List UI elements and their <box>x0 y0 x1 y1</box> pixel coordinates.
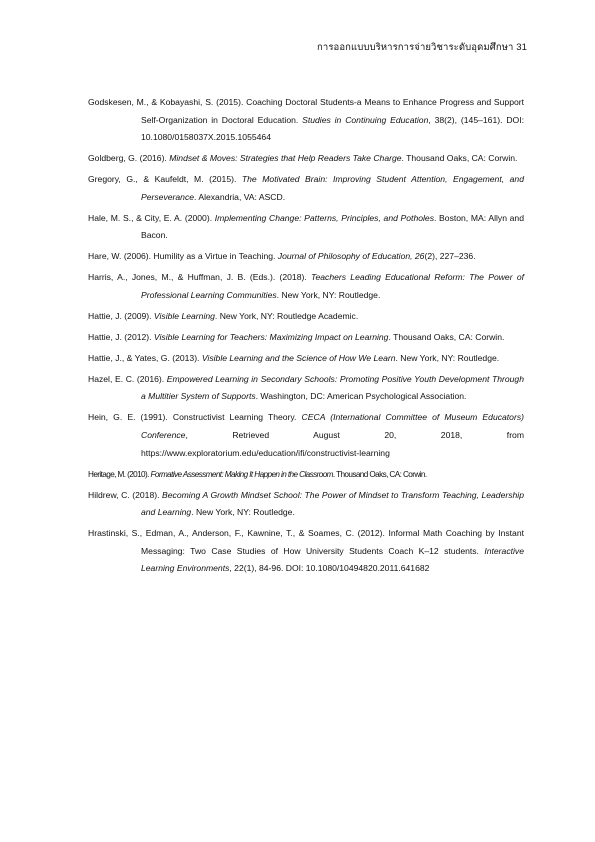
reference-item: Hattie, J., & Yates, G. (2013). Visible Learning and the Science of How We Learn. New York, NY: Routledge. <box>88 352 500 363</box>
reference-item: Hazel, E. C. (2016). Empowered Learning in Secondary Schools: Promoting Positive Youth Development Through a Multitier System of Supports. Washington, DC: American Psychological Association. <box>88 373 524 402</box>
reference-title: Visible Learning for Teachers: Maximizing Impact on Learning <box>153 331 389 342</box>
running-header: การออกแบบบริหารการจ่ายวิชาระดับอุดมศึกษา 31 <box>317 42 527 53</box>
reference-title: Interactive Learning Environments <box>141 545 524 574</box>
reference-item: Heritage, M. (2010). Formative Assessment: Making It Happen in the Classroom. Thousand Oaks, CA: Corwin. <box>88 469 427 479</box>
reference-title: Empowered Learning in Secondary Schools: Promoting Positive Youth Development Through a Multitier System of Supports <box>141 373 524 402</box>
reference-item: Hrastinski, S., Edman, A., Anderson, F., Kawnine, T., & Soames, C. (2012). Informal Math Coaching by Instant Messaging: Two Case Studies of How University Students Coach K–12 students. Interactive Learning Environments, 22(1), 84-96. DOI: 10.1080/10494820.2011.641682 <box>88 528 524 574</box>
reference-title: Becoming A Growth Mindset School: The Power of Mindset to Transform Teaching, Leadership and Learning <box>141 489 524 518</box>
reference-item: Hattie, J. (2009). Visible Learning. New York, NY: Routledge Academic. <box>88 310 359 321</box>
reference-title: Teachers Leading Educational Reform: The Power of Professional Learning Communities <box>141 272 524 300</box>
reference-item: Goldberg, G. (2016). Mindset & Moves: Strategies that Help Readers Take Charge. Thousand Oaks, CA: Corwin. <box>88 153 518 164</box>
reference-title: Mindset & Moves: Strategies that Help Readers Take Charge <box>169 153 402 164</box>
reference-item: Hein, G. E. (1991). Constructivist Learning Theory. CECA (International Committee of Museum Educators) Conference, Retrieved August 20, 2018, from https://www.exploratorium.edu/education/ifi/constructivist-learning <box>88 412 524 458</box>
reference-title: Visible Learning <box>153 310 215 321</box>
reference-item: Hare, W. (2006). Humility as a Virtue in Teaching. Journal of Philosophy of Education, 26(2), 227–236. <box>88 251 476 262</box>
reference-item: Gregory, G., & Kaufeldt, M. (2015). The Motivated Brain: Improving Student Attention, Engagement, and Perseverance. Alexandria, VA: ASCD. <box>88 174 524 202</box>
reference-title: Formative Assessment: Making It Happen in the Classroom <box>150 469 333 479</box>
reference-list <box>88 94 524 581</box>
reference-item: Godskesen, M., & Kobayashi, S. (2015). Coaching Doctoral Students-a Means to Enhance Progress and Support Self-Organization in Doctoral Education. Studies in Continuing Education, 38(2), (145–161). DOI: 10.1080/0158037X.2015.1055464 <box>88 97 524 143</box>
reference-item: Hale, M. S., & City, E. A. (2000). Implementing Change: Patterns, Principles, and Potholes. Boston, MA: Allyn and Bacon. <box>88 212 524 241</box>
reference-title: Implementing Change: Patterns, Principles, and Potholes <box>214 212 434 223</box>
reference-title: CECA (International Committee of Museum Educators) Conference <box>141 412 524 440</box>
reference-title: Visible Learning and the Science of How We Learn <box>201 352 396 363</box>
reference-title: The Motivated Brain: Improving Student Attention, Engagement, and Perseverance <box>141 174 524 202</box>
reference-item: Hildrew, C. (2018). Becoming A Growth Mindset School: The Power of Mindset to Transform Teaching, Leadership and Learning. New York, NY: Routledge. <box>88 489 524 518</box>
reference-title: Studies in Continuing Education <box>302 114 429 125</box>
reference-title: Journal of Philosophy of Education, 26 <box>277 251 425 262</box>
reference-item: Harris, A., Jones, M., & Huffman, J. B. (Eds.). (2018). Teachers Leading Educational Reform: The Power of Professional Learning Communities. New York, NY: Routledge. <box>88 272 524 300</box>
reference-item: Hattie, J. (2012). Visible Learning for Teachers: Maximizing Impact on Learning. Thousand Oaks, CA: Corwin. <box>88 331 505 342</box>
